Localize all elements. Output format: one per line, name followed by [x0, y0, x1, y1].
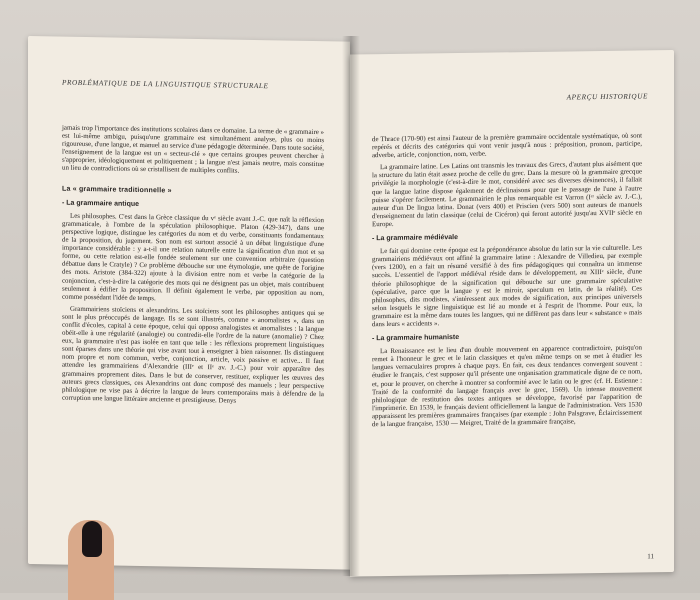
- paragraph: La Renaissance est le lieu d'un double mouvement en apparence contradictoire, puisqu'on remet à l'honneur le grec et le latin classiques et qu'en même temps on se met à étudier les langues vernaculaires propres à chaque pays. En fait, ces deux tendances convergent souvent : étudier le français, c'est supposer qu'il présente une organisation grammaticale digne de ce nom, et, pour le prouver, on cherche à montrer sa conformité avec le latin ou le grec (cf. H. Estienne : Traité de la conformité du langage français avec le grec, 1569). Un intense mouvement philologique de restitution des textes antiques se développe, favorisé par l'apparition de l'imprimerie. En 1539, le français devient officiellement la langue de l'administration. Vers 1530 apparaissent les premières grammaires françaises (par exemple : John Palsgrave, Éclaircissement de la langue française, 1530 — Meigret, Traité de la grammaire française,: [372, 344, 642, 429]
- book-gutter: [342, 36, 360, 576]
- right-page: [350, 50, 674, 577]
- paragraph: Grammairiens stoïciens et alexandrins. Les stoïciens sont les philosophes antiques qui se sont le plus préoccupés de langage. Ils se sont illustrés, comme « anomalistes », dans un conflit d'écoles, capital à cette époque, celui qui opposa analogistes et anomalistes : la langue obéit-elle à une régularité (analogie) ou contredit-elle l'ordre de la nature (anomalie) ? Chez eux, la grammaire n'est pas isolée en tant que telle : les réflexions proprement linguistiques sont éparses dans une théorie qui vise avant tout à enseigner à bien raisonner. Ils distinguent nom propre et nom commun, verbe, conjonction, article, voix passive et active... Il faut attendre les grammairiens d'Alexandrie (IIIᵉ et IIᵉ av. J.-C.) pour voir apparaître des grammaires proprement dites. Dans le but de conserver, restituer, expliquer les œuvres des auteurs grecs classiques, ces Alexandrins ont donc composé des manuels ; leur perspective philologique ne vise pas à décrire la langue de leurs contemporains mais à défendre de la corruption une langue littéraire ancienne et prestigieuse. Denys: [62, 305, 324, 405]
- painted-nail: [82, 521, 102, 557]
- subsection-title: - La grammaire médiévale: [372, 234, 458, 243]
- left-page-text: [62, 125, 324, 411]
- paragraph: Le fait qui domine cette époque est la prépondérance absolue du latin sur la vie culturelle. Les grammairiens médiévaux ont affiné la grammaire latine : Alexandre de Villedieu, par exemple (vers 1200), en a fait un résumé versifié à des fins pédagogiques qui connaîtra un immense succès. L'essentiel de l'apport médiéval réside dans le développement, au XIIIᵉ siècle, d'une théorie philosophique de la signification qui débouche sur une grammaire spéculative (spéculative, parce que la langue y est le miroir, speculum en latin, de la réalité). Ces philosophes, dits modistes, s'intéressent aux modes de signification, aux principes universels selon lesquels le signe linguistique est lié au monde et à l'esprit de l'homme. Pour eux, la grammaire est la même dans toutes les langues, qui ne diffèrent pas dans leur « substance » mais dans leurs « accidents ».: [372, 244, 642, 329]
- paragraph: La grammaire latine. Les Latins ont transmis les travaux des Grecs, d'autant plus aisément que la structure du latin était assez proche de celle du grec. Dans la mesure où la grammaire grecque privilégie la morphologie (c'est-à-dire le mot, considéré avec ses diverses désinences), il fallait que la langue latine dispose également de déclinaisons pour que le passage de l'une à l'autre puisse s'opérer facilement. Le grammairien le plus remarquable est Varron (Iᵉʳ siècle av. J.-C.), auteur d'un De lingua latina. Donat (vers 400) et Priscien (vers 500) sont auteurs de manuels d'enseignement du latin classique (celui de Cicéron) qui feront autorité jusqu'au XVIIᵉ siècle en Europe.: [372, 160, 642, 229]
- running-head-right: APERÇU HISTORIQUE: [566, 92, 648, 102]
- book-spread: [28, 36, 674, 564]
- page-number: 11: [647, 552, 654, 561]
- subsection-title: - La grammaire humaniste: [372, 334, 460, 343]
- section-title: La « grammaire traditionnelle »: [62, 185, 172, 195]
- left-page: [28, 36, 350, 570]
- paragraph: de Thrace (170-90) est ainsi l'auteur de la première grammaire occidentale systématique, où sont repérés et décrits des catégories qui vont venir jusqu'à nous : préposition, pronom, participe, adverbe, article, conjonction, nom, verbe.: [372, 132, 642, 160]
- running-head-left: PROBLÉMATIQUE DE LA LINGUISTIQUE STRUCTURALE: [62, 78, 269, 91]
- paragraph: Les philosophes. C'est dans la Grèce classique du vᵉ siècle avant J.-C. que naît la réflexion grammaticale, à l'ombre de la spéculation philosophique. Platon (429-347), dans une perspective logique, distingue les catégories du nom et du verbe, constituants fondamentaux de la proposition, du jugement. Son nom est surtout associé à un débat linguistique d'une importance considérable : y a-t-il une relation naturelle entre la signification d'un mot et sa forme, ou cette relation est-elle fondée seulement sur une convention arbitraire (question débattue dans le Cratyle) ? Ce problème débouche sur une étymologie, une quête de l'origine des mots. Aristote (384-322) ajoute à la division entre nom et verbe la catégorie de la conjonction, c'est-à-dire la catégorie des mots qui ne désignent pas un objet, mais contribuent seulement à édifier la proposition. Il définit également le verbe, par opposition au nom, comme possédant l'idée de temps.: [62, 212, 324, 302]
- paragraph: jamais trop l'importance des institutions scolaires dans ce domaine. La terme de « grammaire » est lui-même ambigu, puisqu'une grammaire est simultanément analyse, plus ou moins rigoureuse, d'une langue, et manuel au service d'une pédagogie déterminée. Dans toute société, l'enseignement de la langue est un « secteur-clé » que certains groupes peuvent chercher à s'approprier, idéologiquement et politiquement ; la langue n'est jamais neutre, mais constitue un lieu de contradictions où se cristallisent de multiples conflits.: [62, 124, 324, 176]
- subsection-title: - La grammaire antique: [62, 199, 140, 208]
- right-page-text: [372, 132, 642, 433]
